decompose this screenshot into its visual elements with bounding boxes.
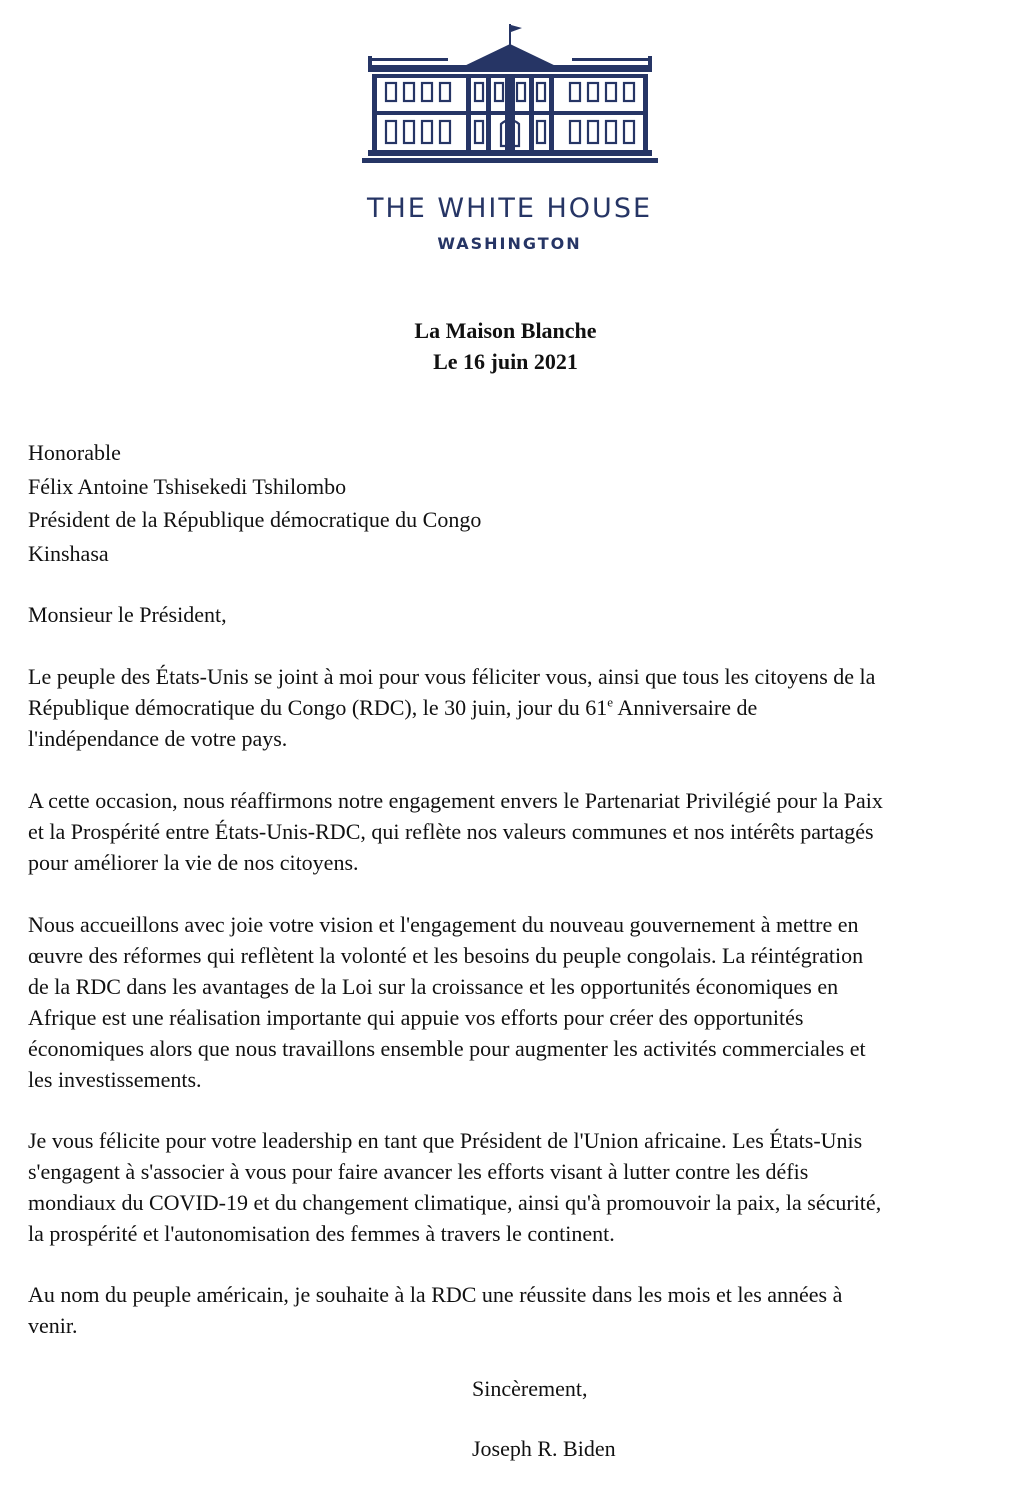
paragraph-line: Nous accueillons avec joie votre vision et l'engagement du nouveau gouvernement à mettre en <box>28 912 859 937</box>
recipient-honorific: Honorable <box>28 440 121 465</box>
paragraph-line-part: Anniversaire de <box>613 695 758 720</box>
recipient-city: Kinshasa <box>28 540 109 566</box>
paragraph-line: l'indépendance de votre pays. <box>28 726 288 751</box>
paragraph-line: les investissements. <box>28 1067 202 1092</box>
paragraph-line: Au nom du peuple américain, je souhaite à la RDC une réussite dans les mois et les années à <box>28 1282 843 1307</box>
paragraph-wishes <box>28 1279 990 1341</box>
salutation: Monsieur le Président, <box>28 602 227 627</box>
paragraph-line: Afrique est une réalisation importante qui appuie vos efforts pour créer des opportunités <box>28 1005 804 1030</box>
paragraph-line: s'engagent à s'associer à vous pour faire avancer les efforts visant à lutter contre les défis <box>28 1159 809 1184</box>
paragraph-line: mondiaux du COVID-19 et du changement climatique, ainsi qu'à promouvoir la paix, la sécurité, <box>28 1190 882 1215</box>
recipient-name: Félix Antoine Tshisekedi Tshilombo <box>28 473 347 499</box>
paragraph-line-part: République démocratique du Congo (RDC), le 30 juin, jour du 61 <box>28 695 608 720</box>
paragraph-reforms <box>28 909 990 1095</box>
paragraph-line <box>28 692 990 723</box>
paragraph-line: économiques alors que nous travaillons ensemble pour augmenter les activités commerciales et <box>28 1036 866 1061</box>
letter-place: La Maison Blanche <box>414 318 597 343</box>
paragraph-congratulations <box>28 661 990 754</box>
paragraph-line: et la Prospérité entre États-Unis-RDC, qui reflète nos valeurs communes et nos intérêts partagés <box>28 819 874 844</box>
ordinal-superscript: e <box>607 694 614 710</box>
recipient-title: Président de la République démocratique du Congo <box>28 507 482 532</box>
letter-date: Le 16 juin 2021 <box>433 349 578 374</box>
signer-name: Joseph R. Biden <box>472 1436 616 1461</box>
paragraph-line: pour améliorer la vie de nos citoyens. <box>28 850 359 875</box>
paragraph-line: œuvre des réformes qui reflètent la volonté et les besoins du peuple congolais. La réintégration <box>28 943 864 968</box>
paragraph-partnership <box>28 785 990 878</box>
white-house-building-icon <box>360 20 660 165</box>
paragraph-line: venir. <box>28 1313 78 1338</box>
paragraph-line: de la RDC dans les avantages de la Loi sur la croissance et les opportunités économiques en <box>28 974 839 999</box>
letterhead-title: THE WHITE HOUSE <box>366 193 653 224</box>
paragraph-line: A cette occasion, nous réaffirmons notre engagement envers le Partenariat Privilégié pour la Paix <box>28 788 883 813</box>
paragraph-line: Le peuple des États-Unis se joint à moi pour vous féliciter vous, ainsi que tous les citoyens de la <box>28 664 876 689</box>
recipient-address <box>28 436 481 570</box>
paragraph-african-union <box>28 1125 990 1249</box>
letterhead <box>0 0 1011 260</box>
paragraph-line: Je vous félicite pour votre leadership en tant que Président de l'Union africaine. Les États-Unis <box>28 1128 863 1153</box>
letterhead-subtitle: WASHINGTON <box>437 234 582 253</box>
closing: Sincèrement, <box>472 1376 588 1401</box>
paragraph-line: la prospérité et l'autonomisation des femmes à travers le continent. <box>28 1221 615 1246</box>
